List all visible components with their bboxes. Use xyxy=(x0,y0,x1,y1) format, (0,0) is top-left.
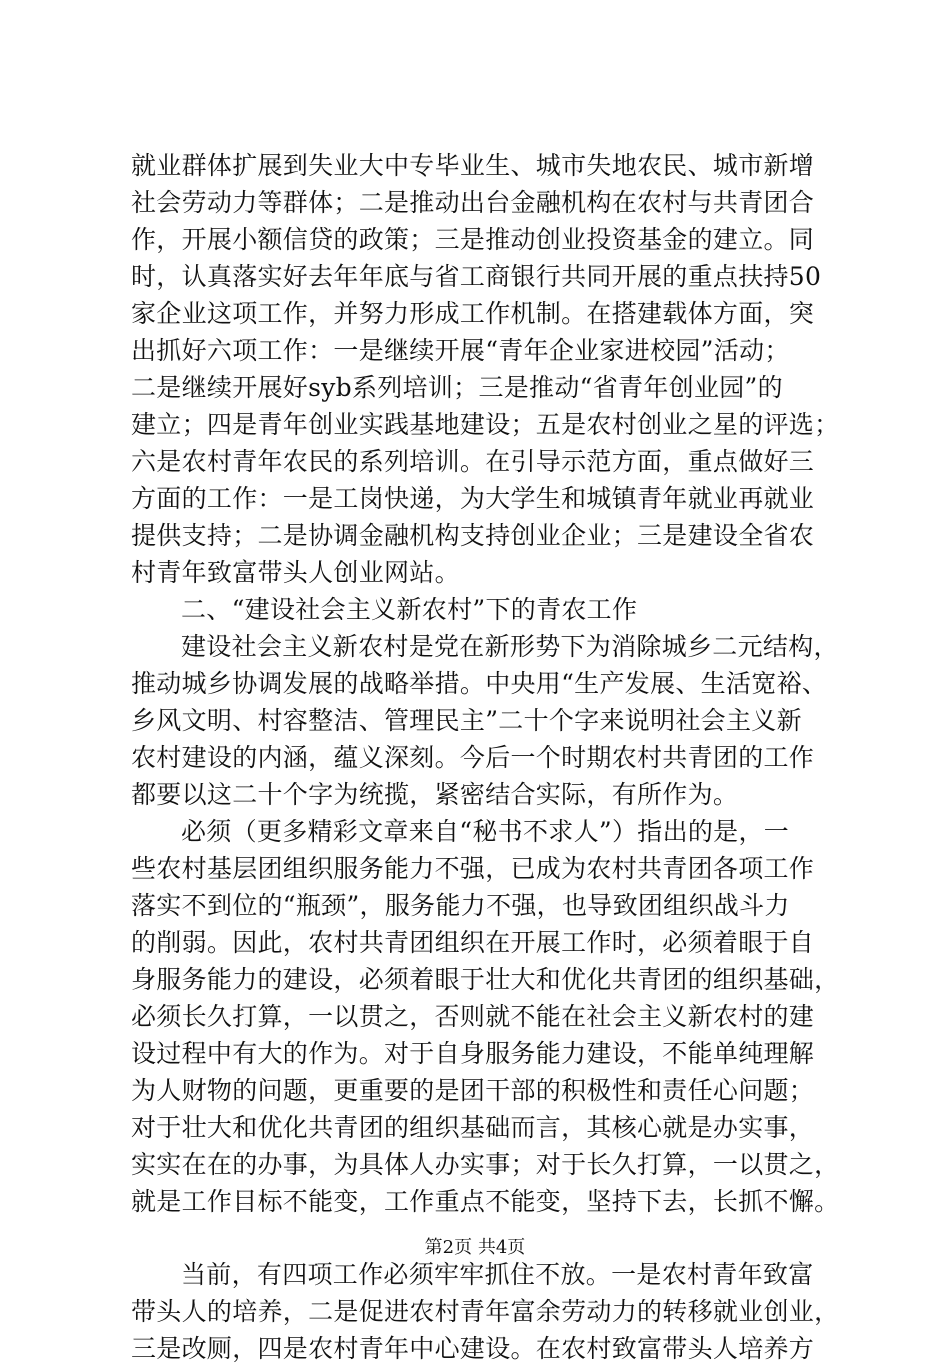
text-line: 身服务能力的建设，必须着眼于壮大和优化共青团的组织基础， xyxy=(131,965,840,994)
text-line: 出抓好六项工作：一是继续开展“青年企业家进校园”活动； xyxy=(131,336,790,365)
text-line: 对于壮大和优化共青团的组织基础而言，其核心就是办实事， xyxy=(131,1113,815,1142)
page-footer xyxy=(0,1236,950,1260)
text-line: 村青年致富带头人创业网站。 xyxy=(131,558,460,587)
text-line: 家企业这项工作，并努力形成工作机制。在搭建载体方面，突 xyxy=(131,299,815,328)
text-line: 就是工作目标不能变，工作重点不能变，坚持下去，长抓不懈。 xyxy=(131,1187,840,1216)
text-line: 为人财物的问题，更重要的是团干部的积极性和责任心问题； xyxy=(131,1076,815,1105)
text-line: 六是农村青年农民的系列培训。在引导示范方面，重点做好三 xyxy=(131,447,815,476)
text-line: 的削弱。因此，农村共青团组织在开展工作时，必须着眼于自 xyxy=(131,928,815,957)
text-line: 落实不到位的“瓶颈”，服务能力不强，也导致团组织战斗力 xyxy=(131,891,790,920)
text-line: 些农村基层团组织服务能力不强，已成为农村共青团各项工作 xyxy=(131,854,815,883)
text-line: 作，开展小额信贷的政策；三是推动创业投资基金的建立。同 xyxy=(131,225,815,254)
text-line: 提供支持；二是协调金融机构支持创业企业；三是建设全省农 xyxy=(131,521,815,550)
text-line: 带头人的培养，二是促进农村青年富余劳动力的转移就业创业， xyxy=(131,1297,840,1326)
text-line: 建设社会主义新农村是党在新形势下为消除城乡二元结构， xyxy=(181,632,839,661)
text-line: 必须（更多精彩文章来自“秘书不求人”）指出的是，一 xyxy=(181,817,790,846)
text-line: 就业群体扩展到失业大中专毕业生、城市失地农民、城市新增 xyxy=(131,151,815,180)
text-line: 乡风文明、村容整洁、管理民主”二十个字来说明社会主义新 xyxy=(131,706,802,735)
text-line: 推动城乡协调发展的战略举措。中央用“生产发展、生活宽裕、 xyxy=(131,669,828,698)
text-line: 二是继续开展好syb系列培训；三是推动“省青年创业园”的 xyxy=(131,373,783,402)
text-line: 社会劳动力等群体；二是推动出台金融机构在农村与共青团合 xyxy=(131,188,815,217)
text-line: 时，认真落实好去年年底与省工商银行共同开展的重点扶持50 xyxy=(131,262,822,291)
text-line: 农村建设的内涵，蕴义深刻。今后一个时期农村共青团的工作 xyxy=(131,743,815,772)
document-body xyxy=(131,147,840,1367)
text-line: 实实在在的办事，为具体人办实事；对于长久打算，一以贯之， xyxy=(131,1150,840,1179)
section-heading: 二、“建设社会主义新农村”下的青农工作 xyxy=(181,595,638,624)
text-line: 必须长久打算，一以贯之，否则就不能在社会主义新农村的建 xyxy=(131,1002,815,1031)
text-line: 设过程中有大的作为。对于自身服务能力建设，不能单纯理解 xyxy=(131,1039,815,1068)
text-line: 三是改厕，四是农村青年中心建设。在农村致富带头人培养方 xyxy=(131,1334,815,1363)
text-line: 方面的工作：一是工岗快递，为大学生和城镇青年就业再就业 xyxy=(131,484,815,513)
text-line: 建立；四是青年创业实践基地建设；五是农村创业之星的评选； xyxy=(131,410,840,439)
page-number: 第2页 共4页 xyxy=(424,1237,526,1258)
text-line: 当前，有四项工作必须牢牢抓住不放。一是农村青年致富 xyxy=(181,1260,814,1289)
text-line: 都要以这二十个字为统揽，紧密结合实际，有所作为。 xyxy=(131,780,739,809)
